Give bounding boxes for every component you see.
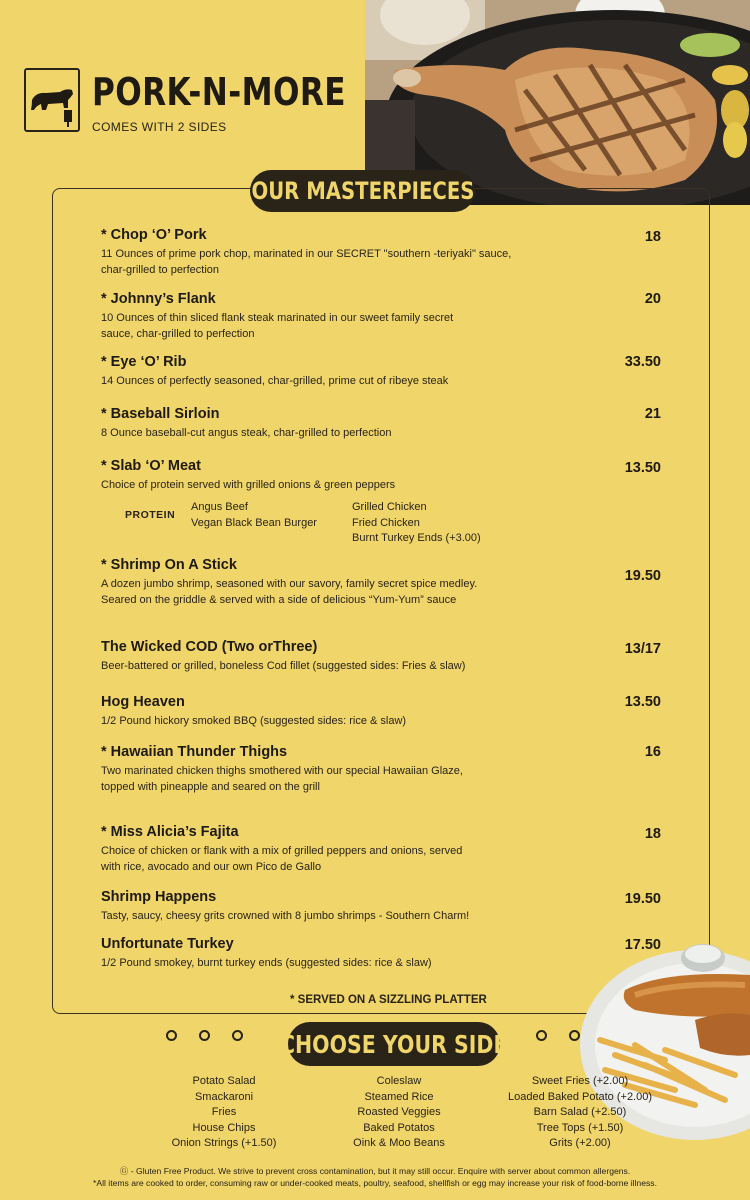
item-price: 16: [644, 744, 661, 760]
menu-item: [101, 694, 661, 730]
item-price: 13.50: [624, 694, 661, 710]
item-description: A dozen jumbo shrimp, seasoned with our savory, family secret spice medley. Seared on the griddle & served with a side of delicious “Yum-Yum” sauce: [101, 578, 478, 606]
item-price: 20: [644, 291, 661, 307]
food-safety-note: *All items are cooked to order, consuming raw or under-cooked meats, poultry, seafood, shellfish or egg may increase your risk of food-borne illness.: [93, 1178, 657, 1188]
dot-icon: [199, 1030, 210, 1041]
side-item: Loaded Baked Potato (+2.00): [507, 1090, 653, 1103]
item-name: * Slab ‘O’ Meat: [101, 458, 201, 474]
allergen-note: Ⓖ - Gluten Free Product. We strive to prevent cross contamination, but it may still occur. Enquire with server about common allergens.: [119, 1166, 631, 1176]
item-description: 14 Ounces of perfectly seasoned, char-grilled, prime cut of ribeye steak: [101, 375, 449, 387]
item-name: * Shrimp On A Stick: [101, 557, 237, 573]
side-item: Potato Salad: [192, 1075, 256, 1087]
bull-logo: [24, 68, 80, 132]
item-description: Choice of protein served with grilled onions & green peppers: [101, 479, 396, 491]
section-title-sides: CHOOSE YOUR SIDE: [288, 1022, 500, 1066]
protein-options-col1: [191, 500, 317, 531]
item-name: * Baseball Sirloin: [101, 406, 220, 422]
item-price: 33.50: [624, 354, 661, 370]
sides-col1: [160, 1074, 288, 1152]
item-price: 18: [644, 229, 661, 245]
dot-icon: [232, 1030, 243, 1041]
item-description: 1/2 Pound hickory smoked BBQ (suggested sides: rice & slaw): [101, 715, 407, 727]
side-item: Roasted Veggies: [357, 1106, 441, 1118]
protein-options-col2: [352, 500, 481, 547]
protein-option: Grilled Chicken: [352, 501, 427, 513]
decorative-dots-right: [536, 1030, 580, 1041]
protein-option: Vegan Black Bean Burger: [191, 516, 317, 529]
protein-label: PROTEIN: [125, 509, 176, 521]
menu-item: [101, 291, 661, 342]
side-item: Sweet Fries (+2.00): [531, 1075, 629, 1087]
item-name: * Johnny’s Flank: [101, 291, 216, 307]
item-price: 19.50: [624, 891, 661, 907]
item-description: 1/2 Pound smokey, burnt turkey ends (suggested sides: rice & slaw): [101, 957, 432, 969]
side-item: Grits (+2.00): [549, 1137, 611, 1149]
brand-title: PORK-N-MORE: [92, 70, 346, 114]
side-item: Oink & Moo Beans: [353, 1137, 445, 1149]
protein-option: Fried Chicken: [352, 516, 420, 529]
side-item: Barn Salad (+2.50): [533, 1106, 627, 1118]
menu-item: [101, 824, 661, 875]
item-price: 13/17: [624, 641, 661, 657]
dot-icon: [166, 1030, 177, 1041]
item-name: * Chop ‘O’ Pork: [101, 227, 207, 243]
side-item: House Chips: [192, 1121, 256, 1134]
menu-item: [101, 889, 661, 925]
side-item: Tree Tops (+1.50): [536, 1121, 624, 1134]
item-price: 18: [644, 826, 661, 842]
side-item: Onion Strings (+1.50): [171, 1137, 277, 1149]
item-name: * Miss Alicia’s Fajita: [101, 824, 239, 840]
item-description: Beer-battered or grilled, boneless Cod fillet (suggested sides: Fries & slaw): [101, 660, 466, 672]
item-name: The Wicked COD (Two orThree): [101, 639, 318, 655]
menu-item: [101, 354, 661, 390]
item-description: Two marinated chicken thighs smothered with our special Hawaiian Glaze, topped with pineapple and seared on the grill: [101, 765, 463, 793]
brand-subtitle: COMES WITH 2 SIDES: [92, 120, 227, 134]
menu-item: [101, 227, 661, 278]
sides-col3: [495, 1074, 665, 1152]
menu-item: [101, 744, 661, 795]
item-description: Tasty, saucy, cheesy grits crowned with 8 jumbo shrimps - Southern Charm!: [101, 910, 470, 922]
section-title-masterpieces: OUR MASTERPIECES: [250, 170, 475, 212]
side-item: Smackaroni: [194, 1090, 254, 1103]
item-description: Choice of chicken or flank with a mix of grilled peppers and onions, served with rice, avocado and our own Pico de Gallo: [101, 845, 463, 873]
item-price: 21: [644, 406, 661, 422]
side-item: Coleslaw: [376, 1075, 422, 1087]
sides-col2: [335, 1074, 463, 1152]
item-description: 11 Ounces of prime pork chop, marinated in our SECRET "southern -teriyaki" sauce, char-grilled to perfection: [101, 248, 512, 276]
protein-option: Angus Beef: [191, 501, 248, 513]
item-description: 8 Ounce baseball-cut angus steak, char-grilled to perfection: [101, 427, 392, 439]
item-name: Unfortunate Turkey: [101, 936, 234, 952]
menu-item: [101, 557, 661, 608]
protein-option: Burnt Turkey Ends (+3.00): [352, 532, 481, 544]
item-name: * Eye ‘O’ Rib: [101, 354, 187, 370]
item-name: * Hawaiian Thunder Thighs: [101, 744, 288, 760]
menu-item: [101, 458, 661, 494]
side-item: Fries: [211, 1106, 237, 1118]
item-description: 10 Ounces of thin sliced flank steak marinated in our sweet family secret sauce, char-grilled to perfection: [101, 312, 454, 340]
decorative-dots-left: [166, 1030, 243, 1041]
item-name: Hog Heaven: [101, 694, 185, 710]
side-item: Steamed Rice: [364, 1090, 434, 1103]
item-price: 13.50: [624, 460, 661, 476]
side-item: Baked Potatos: [363, 1121, 435, 1134]
sizzling-platter-note: * SERVED ON A SIZZLING PLATTER: [290, 994, 487, 1006]
menu-item: [101, 639, 661, 675]
item-price: 17.50: [624, 937, 661, 953]
item-name: Shrimp Happens: [101, 889, 217, 905]
menu-item: [101, 406, 661, 442]
item-price: 19.50: [624, 568, 661, 584]
dot-icon: [536, 1030, 547, 1041]
